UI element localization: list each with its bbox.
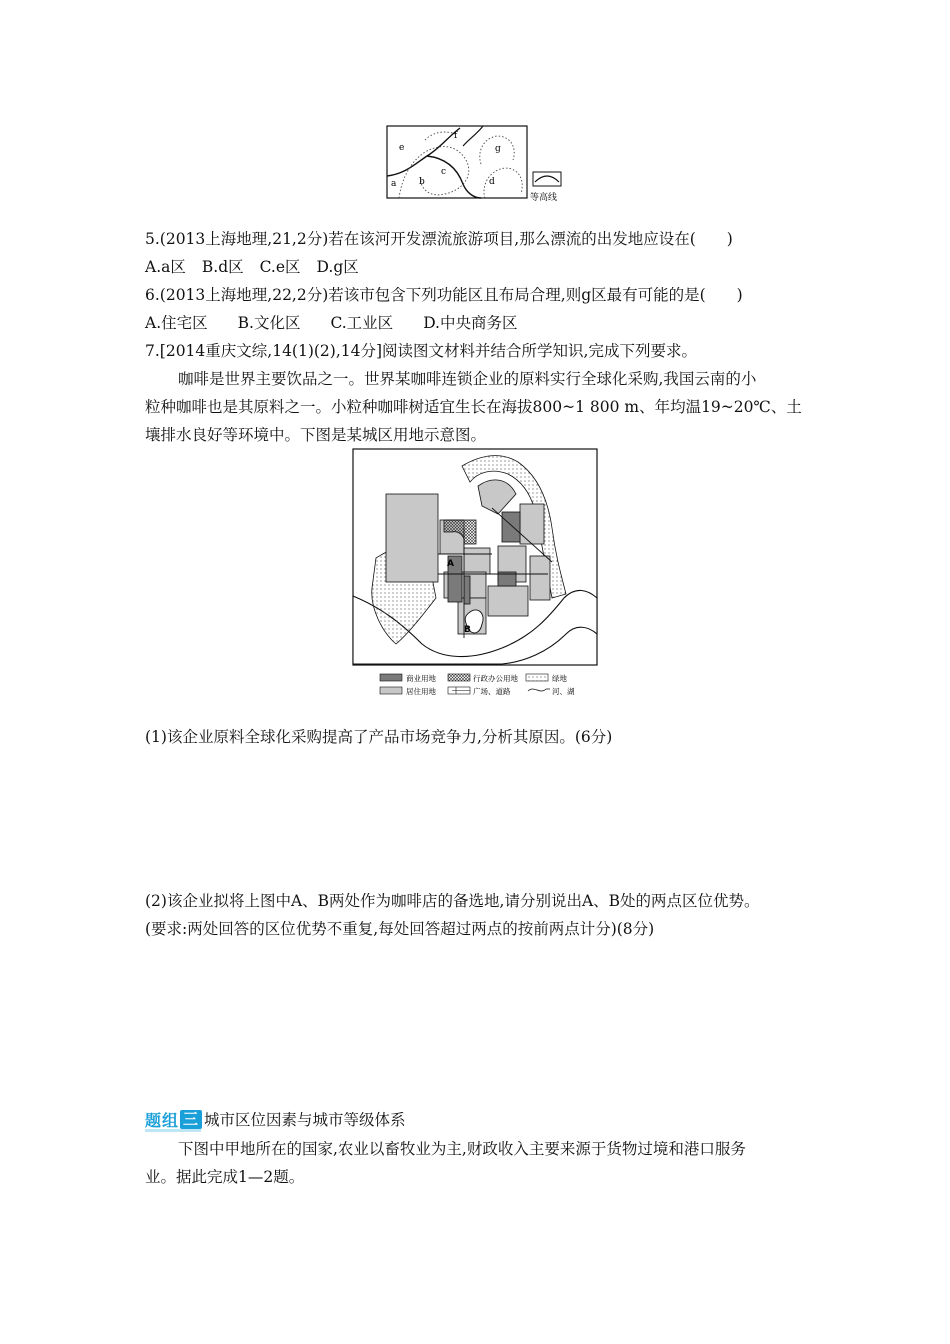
contour-label: g — [495, 144, 501, 154]
contour-label: b — [419, 177, 425, 187]
option[interactable]: D.中央商务区 — [423, 314, 518, 332]
option[interactable]: C.e区 — [259, 258, 301, 276]
legend-commercial: 商业用地 — [406, 674, 436, 683]
group-intro: 下图中甲地所在的国家,农业以畜牧业为主,财政收入主要来源于货物过境和港口服务 — [178, 1140, 746, 1158]
question-7-sub-2-requirement: (要求:两处回答的区位优势不重复,每处回答超过两点的按前两点计分)(8分) — [145, 920, 655, 938]
contour-label: e — [399, 143, 405, 153]
option[interactable]: B.文化区 — [237, 314, 301, 332]
land-use-map-figure — [352, 448, 598, 700]
group-badge-number: 三 — [180, 1110, 202, 1129]
contour-map-figure — [385, 124, 567, 206]
question-5-options — [145, 256, 375, 278]
question-5-stem: 5.(2013上海地理,21,2分)若在该河开发漂流旅游项目,那么漂流的出发地应设在( ) — [145, 230, 733, 248]
question-6-options — [145, 312, 534, 334]
legend-admin: 行政办公用地 — [473, 674, 518, 683]
question-7-paragraph: 粒种咖啡也是其原料之一。小粒种咖啡树适宜生长在海拔800~1 800 m、年均温19~20℃、土 — [145, 398, 802, 416]
option[interactable]: A.a区 — [145, 258, 186, 276]
map-label-b: B — [464, 625, 471, 635]
legend-square-road: 广场、道路 — [473, 687, 511, 696]
contour-label: f — [454, 131, 458, 141]
question-7-paragraph: 壤排水良好等环境中。下图是某城区用地示意图。 — [145, 426, 487, 444]
contour-label: c — [441, 167, 447, 177]
question-7-sub-1: (1)该企业原料全球化采购提高了产品市场竞争力,分析其原因。(6分) — [145, 728, 613, 746]
contour-label: a — [391, 179, 397, 189]
option[interactable]: C.工业区 — [330, 314, 394, 332]
group-badge-text: 题组 — [145, 1110, 180, 1130]
option[interactable]: A.住宅区 — [145, 314, 208, 332]
question-6-stem: 6.(2013上海地理,22,2分)若该市包含下列功能区且布局合理,则g区最有可能的是( ) — [145, 286, 743, 304]
option[interactable]: B.d区 — [201, 258, 244, 276]
group-badge — [145, 1108, 202, 1131]
legend-contour-label: 等高线 — [530, 193, 558, 203]
map-label-a: A — [447, 559, 454, 569]
contour-label: d — [489, 177, 495, 187]
group-title-text: 城市区位因素与城市等级体系 — [204, 1111, 406, 1129]
option[interactable]: D.g区 — [316, 258, 359, 276]
group-intro: 业。据此完成1—2题。 — [145, 1168, 305, 1186]
question-7-stem: 7.[2014重庆文综,14(1)(2),14分]阅读图文材料并结合所学知识,完成下列要求。 — [145, 342, 697, 360]
legend-green: 绿地 — [552, 674, 567, 683]
question-7-sub-2: (2)该企业拟将上图中A、B两处作为咖啡店的备选地,请分别说出A、B处的两点区位优势。 — [145, 892, 760, 910]
question-7-paragraph: 咖啡是世界主要饮品之一。世界某咖啡连锁企业的原料实行全球化采购,我国云南的小 — [178, 370, 757, 388]
legend-residential: 居住用地 — [406, 687, 436, 696]
group-title — [145, 1108, 406, 1130]
legend-river-lake: 河、湖 — [552, 687, 575, 696]
